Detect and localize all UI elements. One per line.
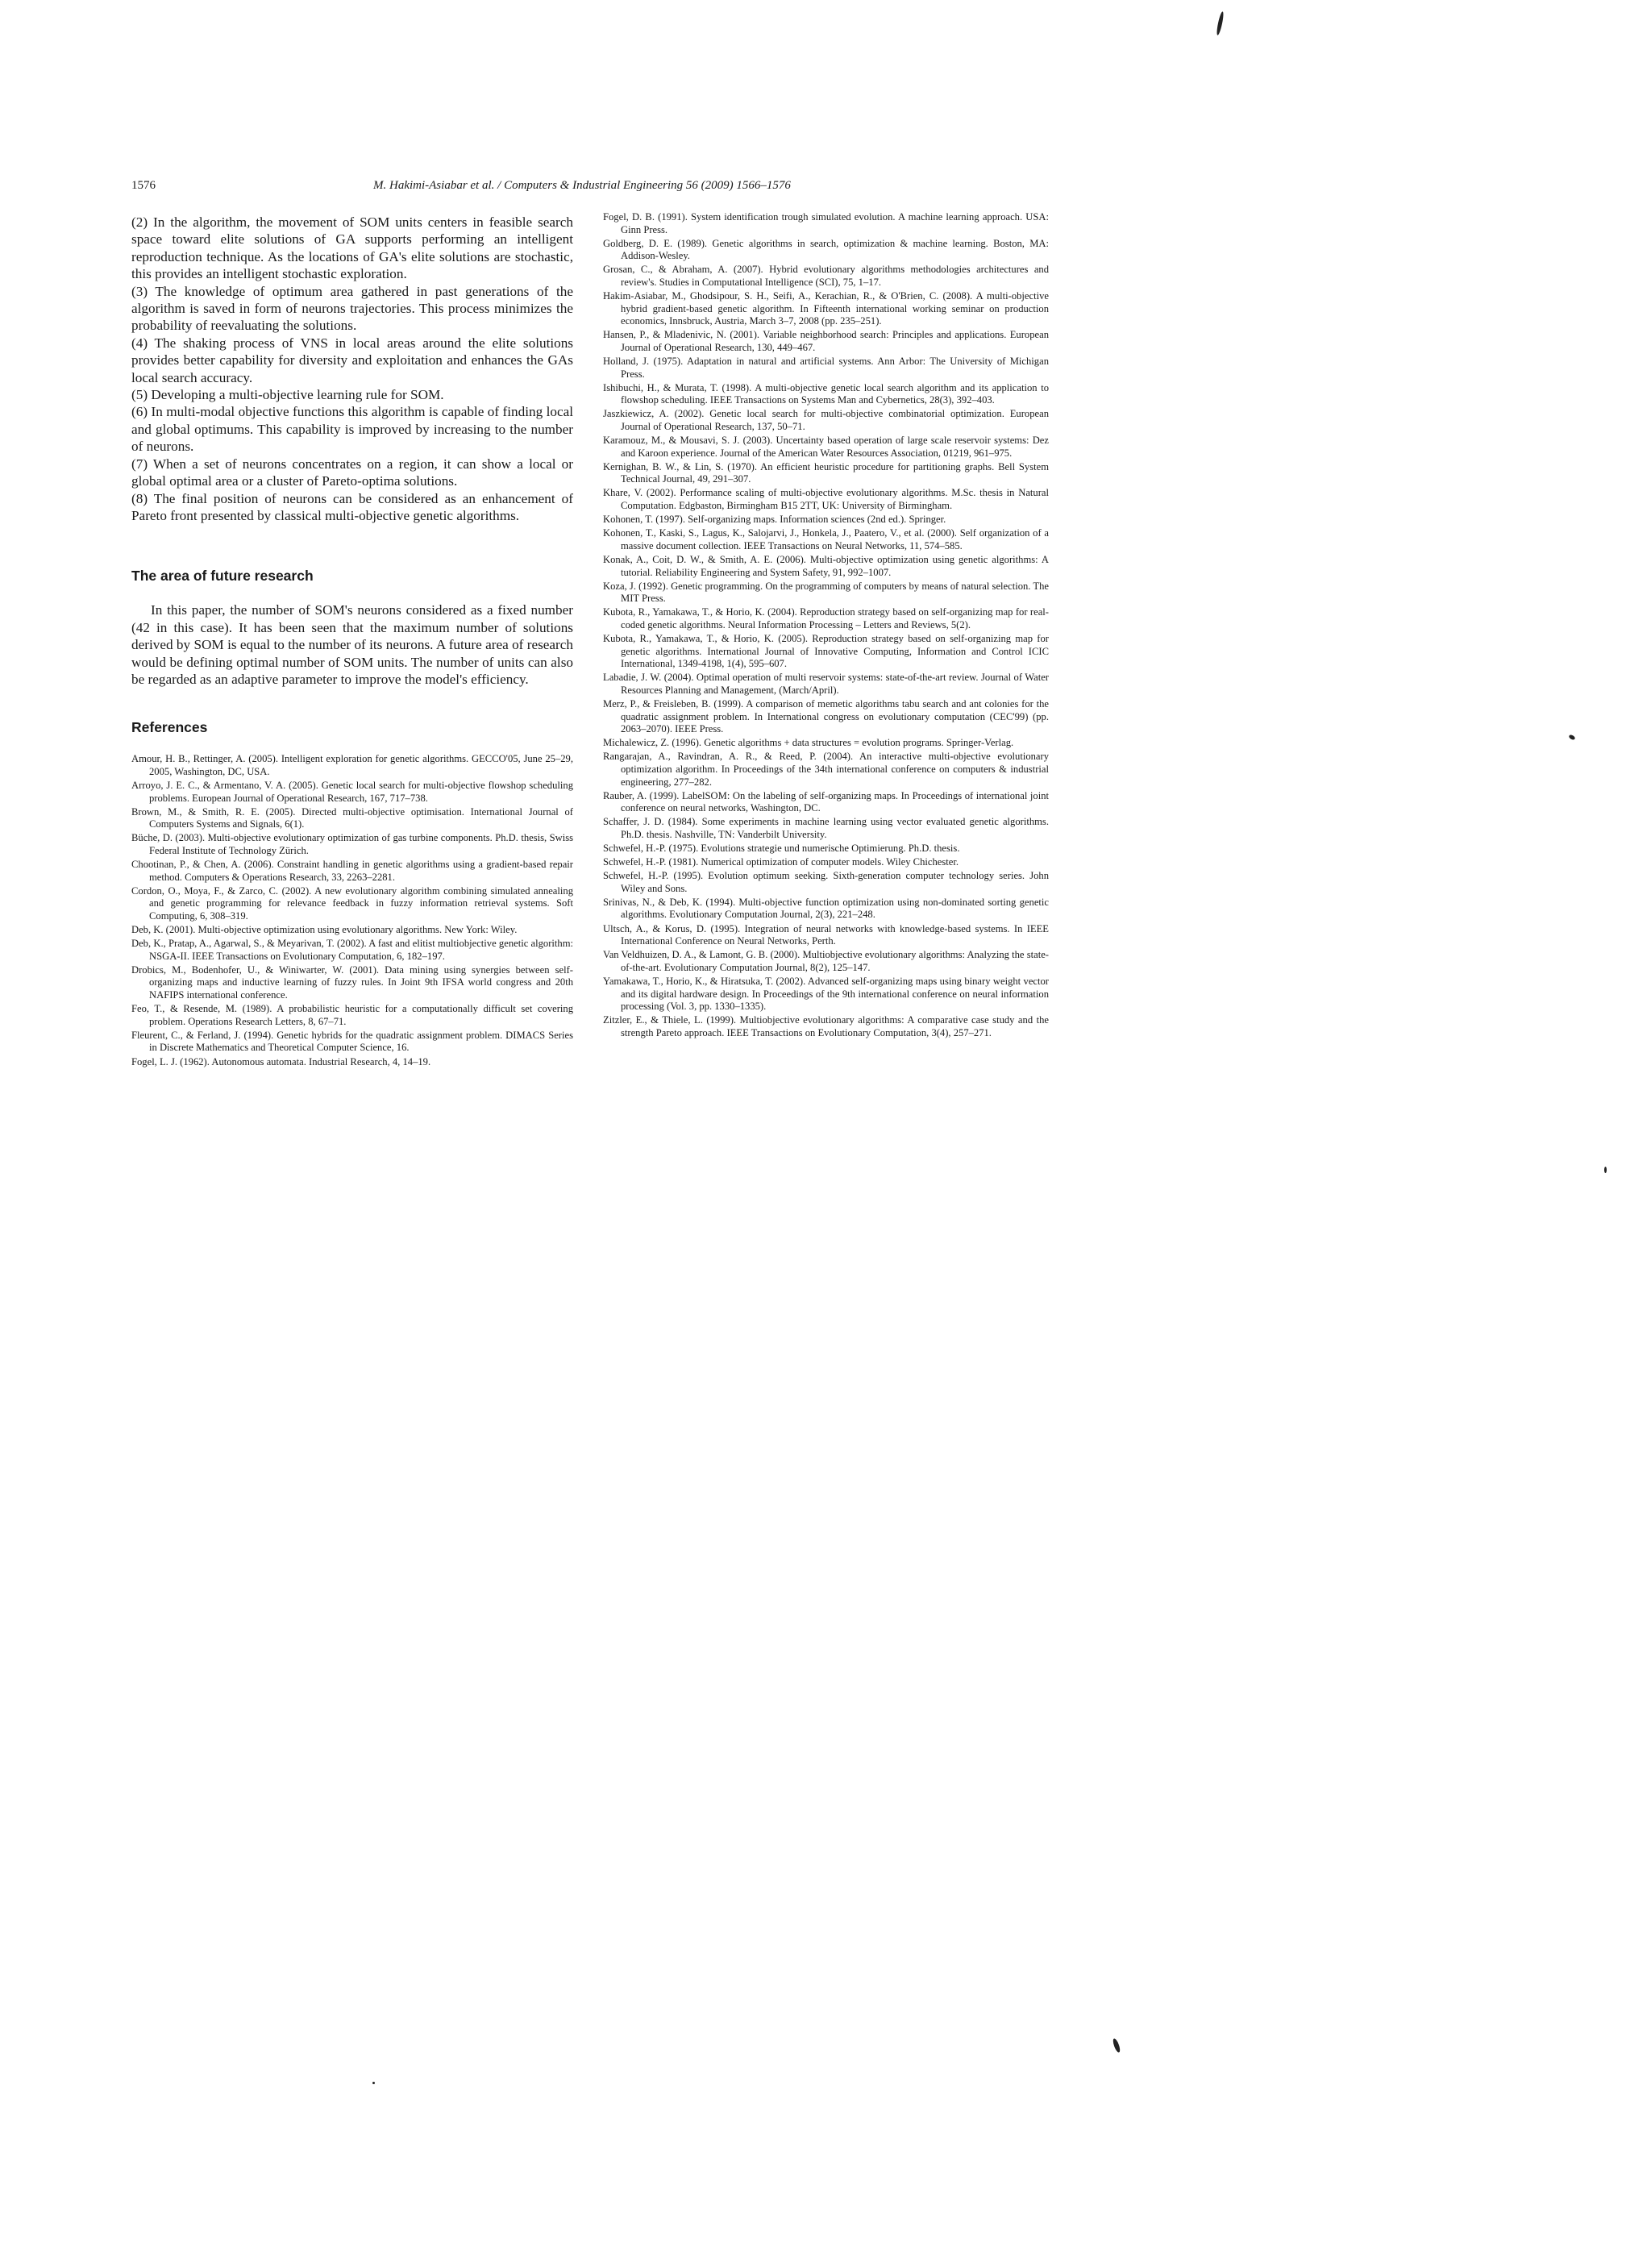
reference-item: Goldberg, D. E. (1989). Genetic algorithms in search, optimization & machine learning. Boston, MA: Addison-Wesley. bbox=[603, 237, 1049, 262]
advantage-item: (7) When a set of neurons concentrates on a region, it can show a local or global optimal area or a cluster of Pareto-optima solutions. bbox=[131, 456, 573, 489]
advantage-item: (2) In the algorithm, the movement of SOM units centers in feasible search space toward elite solutions of GA supports performing an intelligent reproduction technique. As the locations of GA's elite solutions are stochastic, this provides an intelligent stochastic exploration. bbox=[131, 214, 573, 282]
reference-item: Deb, K., Pratap, A., Agarwal, S., & Meyarivan, T. (2002). A fast and elitist multiobjective genetic algorithm: NSGA-II. IEEE Transactions on Evolutionary Computation, 6, 182–197. bbox=[131, 938, 573, 962]
right-column bbox=[603, 211, 1049, 1041]
reference-item: Van Veldhuizen, D. A., & Lamont, G. B. (2000). Multiobjective evolutionary algorithms: Analyzing the state-of-the-art. Evolutionary Computation Journal, 8(2), 125–147. bbox=[603, 949, 1049, 973]
reference-item: Büche, D. (2003). Multi-objective evolutionary optimization of gas turbine components. Ph.D. thesis, Swiss Federal Institute of Technology Zürich. bbox=[131, 832, 573, 856]
reference-item: Michalewicz, Z. (1996). Genetic algorithms + data structures = evolution programs. Springer-Verlag. bbox=[603, 737, 1014, 749]
reference-item: Karamouz, M., & Mousavi, S. J. (2003). Uncertainty based operation of large scale reservoir systems: Dez and Karoon experience. Journal of the American Water Resources Association, 01219, 961–975. bbox=[603, 435, 1049, 459]
reference-item: Hansen, P., & Mladenivic, N. (2001). Variable neighborhood search: Principles and applications. European Journal of Operational Research, 130, 449–467. bbox=[603, 329, 1049, 353]
advantage-item: (6) In multi-modal objective functions this algorithm is capable of finding local and global optimums. This capability is improved by increasing to the number of neurons. bbox=[131, 404, 573, 455]
reference-item: Koza, J. (1992). Genetic programming. On the programming of computers by means of natural selection. The MIT Press. bbox=[603, 580, 1049, 605]
scan-mark bbox=[1112, 2038, 1121, 2054]
advantage-item: (8) The final position of neurons can be considered as an enhancement of Pareto front presented by classical multi-objective genetic algorithms. bbox=[131, 490, 573, 523]
reference-item: Brown, M., & Smith, R. E. (2005). Directed multi-objective optimisation. International Journal of Computers Systems and Signals, 6(1). bbox=[131, 805, 573, 830]
reference-item: Chootinan, P., & Chen, A. (2006). Constraint handling in genetic algorithms using a gradient-based repair method. Computers & Operations Research, 33, 2263–2281. bbox=[131, 859, 573, 883]
reference-item: Srinivas, N., & Deb, K. (1994). Multi-objective function optimization using non-dominated sorting genetic algorithms. Evolutionary Computation Journal, 2(3), 221–248. bbox=[603, 896, 1049, 921]
reference-item: Grosan, C., & Abraham, A. (2007). Hybrid evolutionary algorithms methodologies architectures and review's. Studies in Computational Intelligence (SCI), 75, 1–17. bbox=[603, 264, 1049, 288]
reference-item: Kohonen, T., Kaski, S., Lagus, K., Salojarvi, J., Honkela, J., Paatero, V., et al. (2000). Self organization of a massive document collection. IEEE Transactions on Neural Networks, 11, 574–585. bbox=[603, 527, 1049, 551]
reference-item: Fleurent, C., & Ferland, J. (1994). Genetic hybrids for the quadratic assignment problem. DIMACS Series in Discrete Mathematics and Theoretical Computer Science, 16. bbox=[131, 1029, 573, 1054]
reference-item: Merz, P., & Freisleben, B. (1999). A comparison of memetic algorithms tabu search and ant colonies for the quadratic assignment problem. In International congress on evolutionary computation (CEC'99) (pp. 2063–2070). IEEE Press. bbox=[603, 697, 1049, 735]
reference-item: Drobics, M., Bodenhofer, U., & Winiwarter, W. (2001). Data mining using synergies between self-organizing maps and inductive learning of fuzzy rules. In Joint 9th IFSA world congress and 20th NAFIPS international conference. bbox=[131, 963, 573, 1001]
advantages-list bbox=[131, 214, 573, 524]
reference-item: Feo, T., & Resende, M. (1989). A probabilistic heuristic for a computationally difficult set covering problem. Operations Research Letters, 8, 67–71. bbox=[131, 1003, 573, 1027]
references-heading: References bbox=[131, 719, 208, 736]
page-number: 1576 bbox=[131, 179, 156, 192]
reference-item: Schwefel, H.-P. (1981). Numerical optimization of computer models. Wiley Chichester. bbox=[603, 856, 959, 868]
reference-item: Jaszkiewicz, A. (2002). Genetic local search for multi-objective combinatorial optimization. European Journal of Operational Research, 137, 50–71. bbox=[603, 408, 1049, 432]
reference-item: Zitzler, E., & Thiele, L. (1999). Multiobjective evolutionary algorithms: A comparative case study and the strength Pareto approach. IEEE Transactions on Evolutionary Computation, 3(4), 257–271. bbox=[603, 1014, 1049, 1038]
scan-mark bbox=[372, 2082, 375, 2084]
future-research-heading: The area of future research bbox=[131, 568, 314, 585]
scan-mark bbox=[1216, 11, 1225, 35]
reference-item: Kubota, R., Yamakawa, T., & Horio, K. (2004). Reproduction strategy based on self-organizing map for real-coded genetic algorithms. Neural Information Processing – Letters and Reviews, 5(2). bbox=[603, 606, 1049, 630]
running-title: M. Hakimi-Asiabar et al. / Computers & Industrial Engineering 56 (2009) 1566–1576 bbox=[373, 179, 791, 192]
reference-item: Cordon, O., Moya, F., & Zarco, C. (2002). A new evolutionary algorithm combining simulated annealing and genetic programming for relevance feedback in fuzzy information retrieval systems. Soft Computing, 6, 308–319. bbox=[131, 884, 573, 922]
reference-item: Deb, K. (2001). Multi-objective optimization using evolutionary algorithms. New York: Wiley. bbox=[131, 924, 518, 936]
reference-item: Kernighan, B. W., & Lin, S. (1970). An efficient heuristic procedure for partitioning graphs. Bell System Technical Journal, 49, 291–307. bbox=[603, 460, 1049, 485]
reference-item: Schwefel, H.-P. (1995). Evolution optimum seeking. Sixth-generation computer technology series. John Wiley and Sons. bbox=[603, 870, 1049, 894]
advantage-item: (5) Developing a multi-objective learning rule for SOM. bbox=[131, 387, 444, 403]
running-header bbox=[131, 179, 1389, 197]
left-column bbox=[131, 214, 573, 1070]
future-research-body bbox=[131, 601, 573, 688]
reference-item: Khare, V. (2002). Performance scaling of multi-objective evolutionary algorithms. M.Sc. thesis in Natural Computation. Edgbaston, Birmingham B15 2TT, UK: University of Birmingham. bbox=[603, 487, 1049, 512]
reference-item: Kubota, R., Yamakawa, T., & Horio, K. (2005). Reproduction strategy based on self-organizing map for genetic algorithms. International Journal of Innovative Computing, Information and Control ICIC International, 1349-4198, 1(4), 595–607. bbox=[603, 633, 1049, 670]
reference-item: Rangarajan, A., Ravindran, A. R., & Reed, P. (2004). An interactive multi-objective evolutionary optimization algorithm. In Proceedings of the 34th international conference on computers & industrial engineering, 277–282. bbox=[603, 751, 1049, 788]
reference-item: Schaffer, J. D. (1984). Some experiments in machine learning using vector evaluated genetic algorithms. Ph.D. thesis. Nashville, TN: Vanderbilt University. bbox=[603, 816, 1049, 840]
reference-item: Yamakawa, T., Horio, K., & Hiratsuka, T. (2002). Advanced self-organizing maps using binary weight vector and its digital hardware design. In Proceedings of the 9th international conference on neural information processing (Vol. 3, pp. 1330–1335). bbox=[603, 975, 1049, 1013]
reference-item: Fogel, D. B. (1991). System identification trough simulated evolution. A machine learning approach. USA: Ginn Press. bbox=[603, 211, 1049, 235]
references-list-right bbox=[603, 211, 1049, 1039]
reference-item: Ishibuchi, H., & Murata, T. (1998). A multi-objective genetic local search algorithm and its application to flowshop scheduling. IEEE Transactions on Systems Man and Cybernetics, 28(3), 392–403. bbox=[603, 381, 1049, 406]
reference-item: Kohonen, T. (1997). Self-organizing maps. Information sciences (2nd ed.). Springer. bbox=[603, 514, 946, 526]
reference-item: Schwefel, H.-P. (1975). Evolutions strategie und numerische Optimierung. Ph.D. thesis. bbox=[603, 843, 960, 854]
reference-item: Labadie, J. W. (2004). Optimal operation of multi reservoir systems: state-of-the-art review. Journal of Water Resources Planning and Management, (March/April). bbox=[603, 672, 1049, 696]
future-research-paragraph: In this paper, the number of SOM's neurons considered as a fixed number (42 in this case). It has been seen that the maximum number of solutions derived by SOM is equal to the number of its neurons. A future area of research would be defining optimal number of SOM units. The number of units can also be regarded as an adaptive parameter to improve the model's efficiency. bbox=[131, 602, 573, 687]
reference-item: Holland, J. (1975). Adaptation in natural and artificial systems. Ann Arbor: The University of Michigan Press. bbox=[603, 356, 1049, 380]
reference-item: Ultsch, A., & Korus, D. (1995). Integration of neural networks with knowledge-based systems. In IEEE International Conference on Neural Networks, Perth. bbox=[603, 922, 1049, 947]
reference-item: Rauber, A. (1999). LabelSOM: On the labeling of self-organizing maps. In Proceedings of international joint conference on neural networks, Washington, DC. bbox=[603, 789, 1049, 814]
advantage-item: (4) The shaking process of VNS in local areas around the elite solutions provides better capability for diversity and exploitation and enhances the GAs local search accuracy. bbox=[131, 335, 573, 385]
references-list-left bbox=[131, 753, 573, 1068]
reference-item: Arroyo, J. E. C., & Armentano, V. A. (2005). Genetic local search for multi-objective flowshop scheduling problems. European Journal of Operational Research, 167, 717–738. bbox=[131, 780, 573, 804]
advantage-item: (3) The knowledge of optimum area gathered in past generations of the algorithm is saved in form of neurons trajectories. This process minimizes the probability of reevaluating the solutions. bbox=[131, 283, 573, 334]
reference-item: Amour, H. B., Rettinger, A. (2005). Intelligent exploration for genetic algorithms. GECCO'05, June 25–29, 2005, Washington, DC, USA. bbox=[131, 753, 573, 777]
scan-mark bbox=[1604, 1167, 1607, 1173]
scan-mark bbox=[1568, 734, 1575, 740]
reference-item: Fogel, L. J. (1962). Autonomous automata. Industrial Research, 4, 14–19. bbox=[131, 1055, 431, 1067]
reference-item: Hakim-Asiabar, M., Ghodsipour, S. H., Seifi, A., Kerachian, R., & O'Brien, C. (2008). A multi-objective hybrid gradient-based genetic algorithm. In Fifteenth international working seminar on production economics, Innsbruck, Austria, March 3–7, 2008 (pp. 235–251). bbox=[603, 290, 1049, 327]
reference-item: Konak, A., Coit, D. W., & Smith, A. E. (2006). Multi-objective optimization using genetic algorithms: A tutorial. Reliability Engineering and System Safety, 91, 992–1007. bbox=[603, 553, 1049, 578]
